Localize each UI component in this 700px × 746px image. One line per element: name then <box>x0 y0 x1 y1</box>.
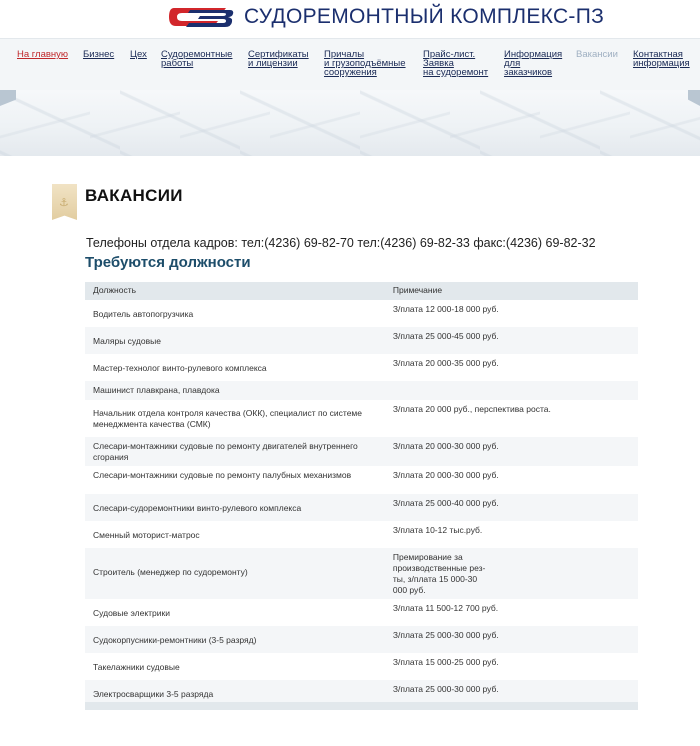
table-row <box>85 521 638 548</box>
table-row <box>85 626 638 653</box>
company-name: СУДОРЕМОНТНЫЙ КОМПЛЕКС-ПЗ <box>244 5 605 28</box>
position-cell: Водитель автопогрузчика <box>85 300 385 327</box>
nav-item-certificates[interactable]: Сертификаты и лицензии <box>248 49 309 69</box>
company-logo-icon[interactable] <box>168 4 234 30</box>
nav-item-vacancies[interactable]: Вакансии <box>576 49 618 60</box>
nav-item-home[interactable]: На главную <box>17 49 69 60</box>
position-cell: Электросварщики 3-5 разряда <box>85 680 385 707</box>
table-row <box>85 494 638 521</box>
page-title: ВАКАНСИИ <box>85 186 183 205</box>
position-cell: Маляры судовые <box>85 327 385 354</box>
note-cell: З/плата 15 000-25 000 руб. <box>385 653 638 680</box>
anchor-icon <box>52 184 77 220</box>
table-footer-bar <box>85 702 638 710</box>
hr-phone-numbers: Телефоны отдела кадров: тел:(4236) 69-82-70 тел:(4236) 69-82-33 факс:(4236) 69-82-32 <box>86 236 596 250</box>
note-cell: З/плата 25 000-45 000 руб. <box>385 327 638 354</box>
note-cell: З/плата 25 000-30 000 руб. <box>385 680 638 707</box>
nav-item-customer-info[interactable]: Информация для заказчиков <box>504 49 563 78</box>
position-cell: Такелажники судовые <box>85 653 385 680</box>
table-row <box>85 653 638 680</box>
nav-item-contacts[interactable]: Контактная информация <box>633 49 690 69</box>
table-row <box>85 381 638 400</box>
table-row <box>85 300 638 327</box>
nav-item-ship-repair[interactable]: Судоремонтные работы <box>161 49 233 69</box>
column-header-note: Примечание <box>385 282 638 300</box>
table-header-row <box>85 282 638 300</box>
note-cell: З/плата 11 500-12 700 руб. <box>385 599 638 626</box>
table-row <box>85 437 638 466</box>
nav-item-berths[interactable]: Причалы и грузоподъёмные сооружения <box>324 49 406 78</box>
table-row <box>85 354 638 381</box>
position-cell: Строитель (менеджер по судоремонту) <box>85 548 385 599</box>
note-cell: З/плата 20 000-30 000 руб. <box>385 466 638 494</box>
position-cell: Мастер-технолог винто-рулевого комплекса <box>85 354 385 381</box>
position-cell: Слесари-монтажники судовые по ремонту двигателей внутреннего сгорания <box>85 437 385 466</box>
vacancies-table <box>85 282 638 707</box>
table-row <box>85 400 638 437</box>
note-cell: З/плата 25 000-40 000 руб. <box>385 494 638 521</box>
table-row <box>85 466 638 494</box>
note-cell <box>385 381 638 400</box>
table-row <box>85 327 638 354</box>
main-navigation <box>0 38 700 90</box>
position-cell: Сменный моторист-матрос <box>85 521 385 548</box>
table-row <box>85 599 638 626</box>
note-cell: Премирование за производственные рез-ты, з/плата 15 000-30 000 руб. <box>385 548 638 599</box>
site-header <box>0 0 700 38</box>
note-cell: З/плата 12 000-18 000 руб. <box>385 300 638 327</box>
nav-item-business[interactable]: Бизнес <box>83 49 115 60</box>
nav-item-price-list[interactable]: Прайс-лист. Заявка на судоремонт <box>423 49 489 78</box>
table-row <box>85 548 638 599</box>
position-cell: Слесари-монтажники судовые по ремонту палубных механизмов <box>85 466 385 494</box>
position-cell: Машинист плавкрана, плавдока <box>85 381 385 400</box>
note-cell: З/плата 20 000-35 000 руб. <box>385 354 638 381</box>
note-cell: З/плата 10-12 тыс.руб. <box>385 521 638 548</box>
note-cell: З/плата 25 000-30 000 руб. <box>385 626 638 653</box>
position-cell: Слесари-судоремонтники винто-рулевого комплекса <box>85 494 385 521</box>
section-title: Требуются должности <box>85 254 251 271</box>
position-cell: Начальник отдела контроля качества (ОКК), специалист по системе менеджмента качества (СМК) <box>85 400 385 437</box>
nav-item-workshop[interactable]: Цех <box>130 49 147 60</box>
position-cell: Судокорпусники-ремонтники (3-5 разряд) <box>85 626 385 653</box>
note-cell: З/плата 20 000-30 000 руб. <box>385 437 638 466</box>
hero-banner <box>0 90 700 156</box>
column-header-position: Должность <box>85 282 385 300</box>
note-cell: З/плата 20 000 руб., перспектива роста. <box>385 400 638 437</box>
position-cell: Судовые электрики <box>85 599 385 626</box>
